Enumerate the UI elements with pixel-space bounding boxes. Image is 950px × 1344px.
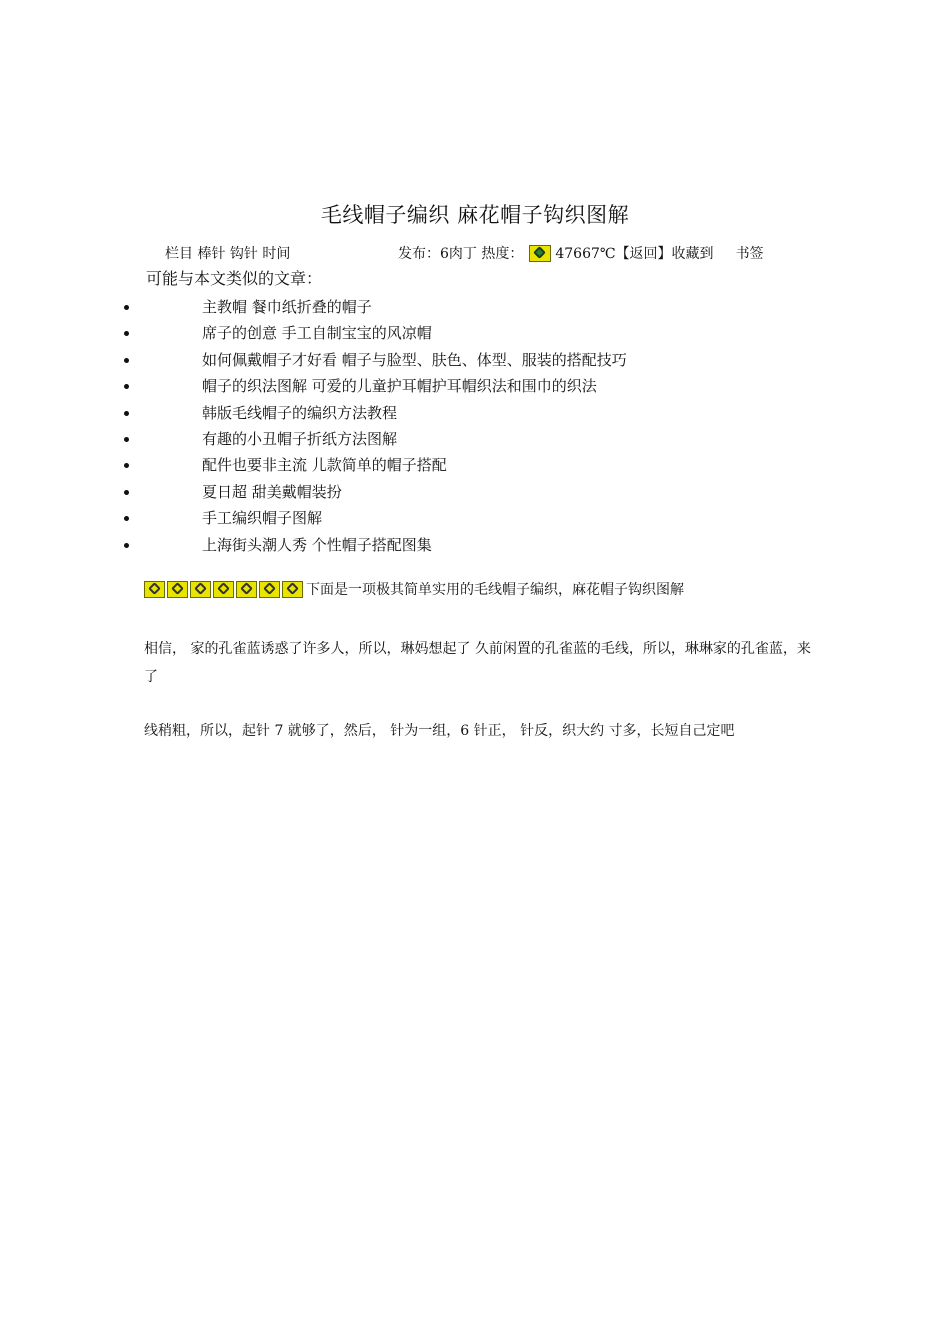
similar-article-link[interactable]: 上海街头潮人秀 个性帽子搭配图集 <box>202 535 432 554</box>
similar-articles-list <box>0 294 950 558</box>
list-item[interactable] <box>0 479 950 505</box>
meta-heat-text[interactable]: 47667℃【返回】收藏到 <box>555 246 714 262</box>
bullet-icon <box>124 305 129 310</box>
list-item[interactable] <box>0 294 950 320</box>
meta-category-text: 栏目 棒针 钩针 时间 <box>165 246 291 262</box>
list-item[interactable] <box>0 320 950 346</box>
meta-publish-text: 发布：6肉丁 热度： <box>398 246 524 262</box>
list-item[interactable] <box>0 347 950 373</box>
list-item[interactable] <box>0 505 950 531</box>
similar-article-link[interactable]: 有趣的小丑帽子折纸方法图解 <box>202 429 398 448</box>
bullet-icon <box>124 384 129 389</box>
similar-article-link[interactable]: 席子的创意 手工自制宝宝的风凉帽 <box>202 324 432 343</box>
rating-icon <box>144 581 165 598</box>
intro-text: 下面是一项极其简单实用的毛线帽子编织，麻花帽子钩织图解 <box>306 582 684 598</box>
rating-icon <box>190 581 211 598</box>
similar-article-link[interactable]: 配件也要非主流 儿款简单的帽子搭配 <box>202 456 447 475</box>
rating-icon <box>236 581 257 598</box>
rating-icon <box>259 581 280 598</box>
similar-article-link[interactable]: 主教帽 餐巾纸折叠的帽子 <box>202 298 372 316</box>
page-title: 毛线帽子编织 麻花帽子钩织图解 <box>320 203 630 227</box>
bullet-icon <box>124 490 129 495</box>
similar-article-link[interactable]: 帽子的织法图解 可爱的儿童护耳帽护耳帽织法和围巾的织法 <box>202 377 597 396</box>
body-paragraph-2: 线稍粗，所以，起针 7 就够了，然后， 针为一组，6 针正， 针反，织大约 寸多，长短自己定吧 <box>144 723 735 739</box>
bullet-icon <box>124 437 129 442</box>
list-item[interactable] <box>0 373 950 399</box>
list-item[interactable] <box>0 452 950 478</box>
body-paragraph-1: 相信， 家的孔雀蓝诱惑了许多人，所以，琳妈想起了 久前闲置的孔雀蓝的毛线，所以，琳琳家的孔雀蓝，来了 <box>144 641 811 685</box>
bullet-icon <box>124 411 129 416</box>
list-item[interactable] <box>0 532 950 558</box>
bullet-icon <box>124 543 129 548</box>
similar-article-link[interactable]: 如何佩戴帽子才好看 帽子与脸型、肤色、体型、服装的搭配技巧 <box>202 350 627 369</box>
bullet-icon <box>124 516 129 521</box>
similar-articles-heading: 可能与本文类似的文章： <box>146 269 323 288</box>
rating-icon <box>167 581 188 598</box>
bullet-icon <box>124 331 129 336</box>
rating-icon <box>529 245 551 262</box>
meta-info <box>398 243 764 263</box>
list-item[interactable] <box>0 426 950 452</box>
bookmark-link[interactable]: 书签 <box>735 246 764 262</box>
similar-article-link[interactable]: 韩版毛线帽子的编织方法教程 <box>202 403 398 422</box>
article-intro <box>144 579 684 599</box>
list-item[interactable] <box>0 400 950 426</box>
rating-icons <box>144 581 303 598</box>
bullet-icon <box>124 463 129 468</box>
similar-article-link[interactable]: 夏日超 甜美戴帽装扮 <box>202 482 342 501</box>
rating-icon <box>282 581 303 598</box>
rating-icon <box>213 581 234 598</box>
bullet-icon <box>124 358 129 363</box>
meta-category <box>165 243 290 263</box>
similar-article-link[interactable]: 手工编织帽子图解 <box>202 509 323 528</box>
